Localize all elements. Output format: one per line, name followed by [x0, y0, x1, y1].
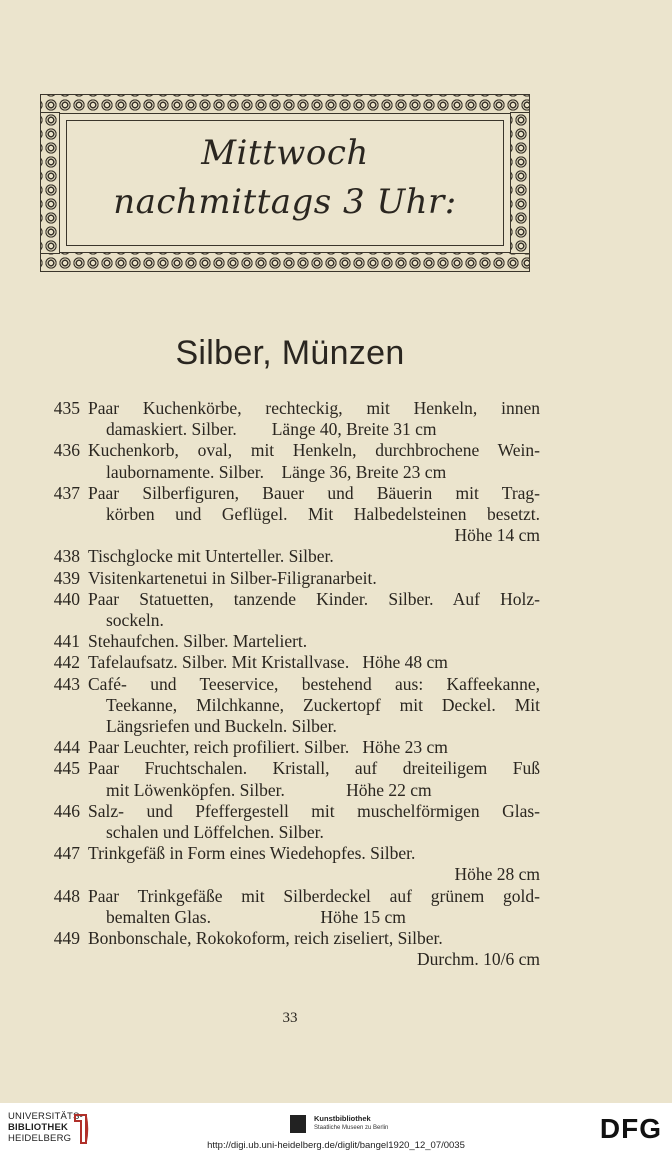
lot-entry — [40, 546, 540, 567]
lot-list — [40, 398, 540, 970]
lot-entry — [40, 737, 540, 758]
lot-number: 446 — [53, 800, 80, 821]
kunstbibliothek-mark-icon — [290, 1115, 306, 1133]
lot-number: 444 — [53, 737, 80, 758]
lot-text: Paar Kuchenkörbe, rechteckig, mit Henkeln, innen — [88, 398, 540, 418]
lot-text: Paar Leuchter, reich profiliert. Silber. Höhe 23 cm — [88, 737, 448, 758]
lot-text: Paar Silberfiguren, Bauer und Bäuerin mit Trag- — [88, 482, 540, 503]
permalink-url[interactable]: http://digi.ub.uni-heidelberg.de/diglit/bangel1920_12_07/0035 — [207, 1140, 465, 1151]
lot-entry — [40, 589, 540, 631]
lot-text: Salz- und Pfeffergestell mit muschelförmigen Glas- — [88, 800, 540, 821]
lot-text: Visitenkartenetui in Silber-Filigranarbeit. — [88, 567, 377, 588]
lot-number: 449 — [53, 928, 80, 949]
lot-text-cont: damaskiert. Silber. Länge 40, Breite 31 cm — [106, 419, 437, 440]
lot-text-cont: laubornamente. Silber. Länge 36, Breite 23 cm — [106, 461, 447, 482]
ornament-band-bottom — [40, 252, 530, 272]
lot-text-cont: Längsriefen und Buckeln. Silber. — [106, 716, 337, 737]
lot-entry — [40, 398, 540, 440]
lot-text-cont: sockeln. — [106, 610, 164, 631]
lot-number: 441 — [53, 631, 80, 652]
lot-entry — [40, 758, 540, 800]
lot-text: Tischglocke mit Unterteller. Silber. — [88, 546, 334, 567]
section-title: Silber, Münzen — [175, 334, 405, 372]
lot-text: Stehaufchen. Silber. Marteliert. — [88, 631, 308, 652]
lot-text: Kuchenkorb, oval, mit Henkeln, durchbrochene Wein- — [88, 440, 540, 461]
page-number: 33 — [282, 1010, 298, 1026]
lot-text: Bonbonschale, Rokokoform, reich ziseliert, Silber. — [88, 928, 443, 949]
lot-number: 438 — [53, 546, 80, 567]
lot-text-cont: schalen und Löffelchen. Silber. — [106, 822, 324, 843]
library-line1: UNIVERSITÄTS- — [8, 1111, 83, 1122]
lot-number: 435 — [53, 398, 80, 418]
lot-text: Trinkgefäß in Form eines Wiedehopfes. Silber. — [88, 843, 416, 864]
lot-text-cont: Teekanne, Milchkanne, Zuckertopf mit Deckel. Mit — [106, 694, 540, 715]
ornament-band-top — [40, 94, 530, 114]
header-day: Mittwoch — [201, 133, 369, 173]
lot-dimension: Höhe 28 cm — [454, 864, 540, 885]
lot-dimension: Durchm. 10/6 cm — [417, 949, 540, 970]
lot-entry — [40, 843, 540, 885]
header-time: nachmittags 3 Uhr: — [113, 182, 457, 222]
lot-entry — [40, 928, 540, 970]
lot-dimension: Höhe 14 cm — [454, 525, 540, 546]
lot-entry — [40, 631, 540, 652]
lot-text: Tafelaufsatz. Silber. Mit Kristallvase. Höhe 48 cm — [88, 652, 448, 673]
lot-text: Café- und Teeservice, bestehend aus: Kaffeekanne, — [88, 673, 540, 694]
lot-entry — [40, 801, 540, 843]
lot-number: 445 — [53, 758, 80, 779]
lot-entry — [40, 886, 540, 928]
lot-text: Paar Statuetten, tanzende Kinder. Silber. Auf Holz- — [88, 588, 540, 609]
lot-number: 447 — [53, 843, 80, 864]
lot-number: 443 — [53, 673, 80, 694]
kb-subtitle: Staatliche Museen zu Berlin — [314, 1125, 389, 1131]
library-line2: BIBLIOTHEK — [8, 1122, 69, 1133]
lot-text-cont: mit Löwenköpfen. Silber. Höhe 22 cm — [106, 779, 432, 800]
lot-number: 437 — [53, 482, 80, 503]
lot-text-cont: bemalten Glas. Höhe 15 cm — [106, 906, 406, 927]
lot-text: Paar Trinkgefäße mit Silberdeckel auf grünem gold- — [88, 885, 540, 906]
lot-text: Paar Fruchtschalen. Kristall, auf dreiteiligem Fuß — [88, 758, 540, 779]
kb-title: Kunstbibliothek — [314, 1114, 371, 1123]
library-line3: HEIDELBERG — [8, 1133, 72, 1144]
lot-text-cont: körben und Geflügel. Mit Halbedelsteinen besetzt. — [106, 504, 540, 525]
lot-number: 436 — [53, 440, 80, 461]
dfg-logo[interactable]: DFG — [599, 1113, 662, 1144]
lot-entry — [40, 440, 540, 482]
lot-entry — [40, 652, 540, 673]
lot-number: 439 — [53, 567, 80, 588]
lot-number: 442 — [53, 652, 80, 673]
lot-entry — [40, 674, 540, 738]
lot-number: 440 — [53, 588, 80, 609]
lot-entry — [40, 568, 540, 589]
lot-number: 448 — [53, 885, 80, 906]
lot-entry — [40, 483, 540, 547]
